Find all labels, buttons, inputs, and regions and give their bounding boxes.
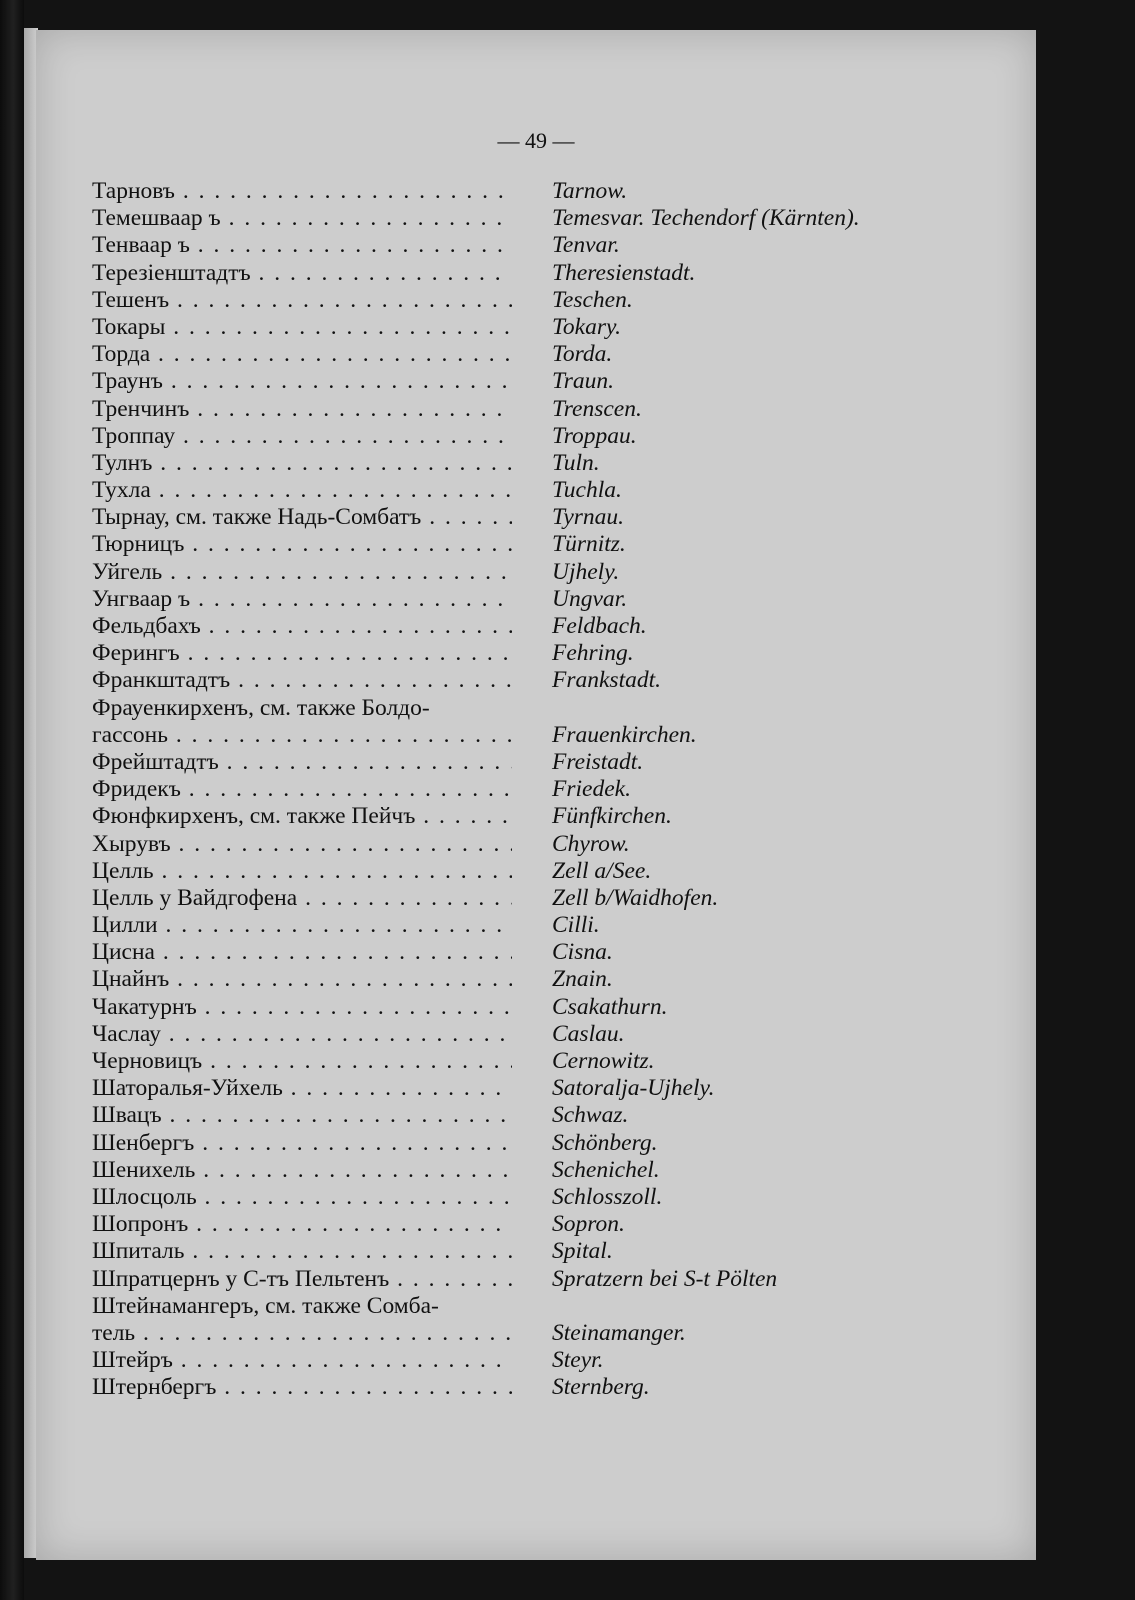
german-place-name: Chyrow.: [552, 830, 630, 857]
russian-place-name: Тешенъ . . .: [92, 287, 512, 314]
russian-place-name: Хырувъ . . .: [92, 831, 512, 858]
german-place-name: Tyrnau.: [552, 504, 625, 531]
german-place-name: Schwaz.: [552, 1102, 629, 1129]
entry-row: [36, 803, 1036, 830]
german-place-name: Sopron.: [552, 1211, 625, 1238]
german-place-name: Satoralja-Ujhely.: [552, 1075, 715, 1102]
entry-row: [36, 1048, 1036, 1075]
entry-row: [36, 341, 1036, 368]
russian-place-name: Франкштадтъ . . .: [92, 667, 512, 694]
entry-row: [36, 368, 1036, 395]
entry-row: [36, 1184, 1036, 1211]
russian-place-name: Тарновъ . . .: [92, 178, 512, 205]
russian-place-name: Шлосцоль . . .: [92, 1184, 512, 1211]
russian-place-name: Унгваар ъ . . .: [92, 586, 512, 613]
entry-row: [36, 695, 1036, 749]
german-place-name: Schenichel.: [552, 1156, 660, 1183]
german-place-name: Traun.: [552, 368, 615, 395]
entry-row: [36, 314, 1036, 341]
german-place-name: Frankstadt.: [552, 667, 662, 694]
entry-row: [36, 504, 1036, 531]
german-place-name: Csakathurn.: [552, 993, 668, 1020]
entry-row: [36, 640, 1036, 667]
entry-row: [36, 939, 1036, 966]
russian-place-name: Цнайнъ . . .: [92, 966, 512, 993]
russian-place-name: Тырнау, см. также Надь-Сомбатъ . . .: [92, 504, 512, 531]
german-place-name: Temesvar. Techendorf (Kärnten).: [552, 205, 860, 232]
russian-place-name: Тухла . . .: [92, 477, 512, 504]
german-place-name: Teschen.: [552, 286, 633, 313]
russian-place-name: Шпратцернъ у С-тъ Пельтенъ . . .: [92, 1266, 512, 1293]
entry-row: [36, 531, 1036, 558]
german-place-name: Steinamanger.: [552, 1319, 686, 1346]
book-page: [36, 30, 1036, 1560]
german-place-name: Caslau.: [552, 1020, 625, 1047]
german-place-name: Znain.: [552, 966, 613, 993]
german-place-name: Theresienstadt.: [552, 259, 696, 286]
russian-place-name: Штейръ . . .: [92, 1347, 512, 1374]
russian-place-name: Токары . . .: [92, 314, 512, 341]
russian-place-name: Цисна . . .: [92, 939, 512, 966]
entry-row: [36, 1293, 1036, 1347]
russian-place-name: Целль у Вайдгофена . . .: [92, 885, 512, 912]
russian-place-name: Целль . . .: [92, 858, 512, 885]
gazetteer-entries: [36, 178, 1036, 1401]
german-place-name: Fünfkirchen.: [552, 803, 672, 830]
german-place-name: Türnitz.: [552, 531, 626, 558]
russian-place-name: Фюнфкирхенъ, см. также Пейчъ . . .: [92, 803, 512, 830]
german-place-name: Tuln.: [552, 449, 600, 476]
german-place-name: Friedek.: [552, 776, 631, 803]
german-place-name: Zell b/Waidhofen.: [552, 884, 719, 911]
russian-place-name-continued: тель . . .: [92, 1320, 512, 1347]
russian-place-name: Тренчинъ . . .: [92, 396, 512, 423]
entry-row: [36, 586, 1036, 613]
russian-place-name: Цилли . . .: [92, 912, 512, 939]
russian-place-name: Штернбергъ . . .: [92, 1374, 512, 1401]
german-place-name: Tuchla.: [552, 477, 622, 504]
russian-place-name: Шаторалья-Уйхель . . .: [92, 1075, 512, 1102]
russian-place-name: Торда . . .: [92, 341, 512, 368]
russian-place-name: Тенваар ъ . . .: [92, 232, 512, 259]
entry-row: [36, 260, 1036, 287]
entry-row: [36, 396, 1036, 423]
russian-place-name: Шпиталь . . .: [92, 1238, 512, 1265]
german-place-name: Troppau.: [552, 422, 637, 449]
entry-row: [36, 966, 1036, 993]
german-place-name: Cilli.: [552, 912, 600, 939]
entry-row: [36, 885, 1036, 912]
german-place-name: Ujhely.: [552, 558, 620, 585]
entry-row: [36, 232, 1036, 259]
german-place-name: Spital.: [552, 1238, 613, 1265]
russian-place-name: Траунъ . . .: [92, 368, 512, 395]
russian-place-name-continued: гассонь . . .: [92, 722, 512, 749]
entry-row: [36, 1157, 1036, 1184]
entry-row: [36, 205, 1036, 232]
russian-place-name: Троппау . . .: [92, 423, 512, 450]
entry-row: [36, 559, 1036, 586]
entry-row: [36, 423, 1036, 450]
german-place-name: Schlosszoll.: [552, 1183, 663, 1210]
entry-row: [36, 613, 1036, 640]
german-place-name: Feldbach.: [552, 613, 647, 639]
entry-row: [36, 1075, 1036, 1102]
russian-place-name: Чакатурнъ . . .: [92, 994, 512, 1021]
russian-place-name: Штейнамангеръ, см. также Сомба-: [92, 1292, 439, 1319]
german-place-name: Fehring.: [552, 640, 634, 667]
russian-place-name: Фридекъ . . .: [92, 776, 512, 803]
german-place-name: Cernowitz.: [552, 1048, 655, 1075]
german-place-name: Ungvar.: [552, 585, 628, 612]
russian-place-name: Ферингъ . . .: [92, 640, 512, 667]
entry-row: [36, 776, 1036, 803]
russian-place-name: Шенихель . . .: [92, 1157, 512, 1184]
russian-place-name: Черновицъ . . .: [92, 1048, 512, 1075]
entry-row: [36, 994, 1036, 1021]
entry-row: [36, 667, 1036, 694]
russian-place-name: Фрауенкирхенъ, см. также Болдо-: [92, 694, 430, 721]
entry-row: [36, 1266, 1036, 1293]
entry-row: [36, 1374, 1036, 1401]
russian-place-name: Часлау . . .: [92, 1021, 512, 1048]
entry-row: [36, 1238, 1036, 1265]
russian-place-name: Уйгель . . .: [92, 559, 512, 586]
german-place-name: Sternberg.: [552, 1374, 650, 1401]
russian-place-name: Фрейштадтъ . . .: [92, 749, 512, 776]
russian-place-name: Тюрницъ . . .: [92, 531, 512, 558]
entry-row: [36, 831, 1036, 858]
russian-place-name: Терезiенштадтъ . . .: [92, 260, 512, 287]
german-place-name: Cisna.: [552, 939, 613, 966]
german-place-name: Tokary.: [552, 313, 621, 340]
german-place-name: Zell a/See.: [552, 857, 652, 884]
entry-row: [36, 287, 1036, 314]
german-place-name: Tarnow.: [552, 178, 628, 204]
entry-row: [36, 1102, 1036, 1129]
russian-place-name: Фельдбахъ . . .: [92, 613, 512, 640]
entry-row: [36, 1347, 1036, 1374]
entry-row: [36, 749, 1036, 776]
russian-place-name: Темешваар ъ . . .: [92, 205, 512, 232]
german-place-name: Trenscen.: [552, 395, 642, 422]
german-place-name: Freistadt.: [552, 748, 644, 775]
entry-row: [36, 477, 1036, 504]
entry-row: [36, 1130, 1036, 1157]
russian-place-name: Шенбергъ . . .: [92, 1130, 512, 1157]
german-place-name: Spratzern bei S-t Pölten: [552, 1265, 778, 1292]
entry-row: [36, 450, 1036, 477]
german-place-name: Torda.: [552, 341, 613, 368]
entry-row: [36, 178, 1036, 205]
russian-place-name: Швацъ . . .: [92, 1102, 512, 1129]
entry-row: [36, 1021, 1036, 1048]
german-place-name: Tenvar.: [552, 232, 620, 259]
entry-row: [36, 1211, 1036, 1238]
entry-row: [36, 858, 1036, 885]
russian-place-name: Шопронъ . . .: [92, 1211, 512, 1238]
german-place-name: Steyr.: [552, 1347, 604, 1374]
german-place-name: Frauenkirchen.: [552, 721, 697, 748]
german-place-name: Schönberg.: [552, 1129, 658, 1156]
page-number: — 49 —: [497, 128, 575, 153]
russian-place-name: Тулнъ . . .: [92, 450, 512, 477]
book-spine-shadow: [0, 0, 24, 1600]
entry-row: [36, 912, 1036, 939]
